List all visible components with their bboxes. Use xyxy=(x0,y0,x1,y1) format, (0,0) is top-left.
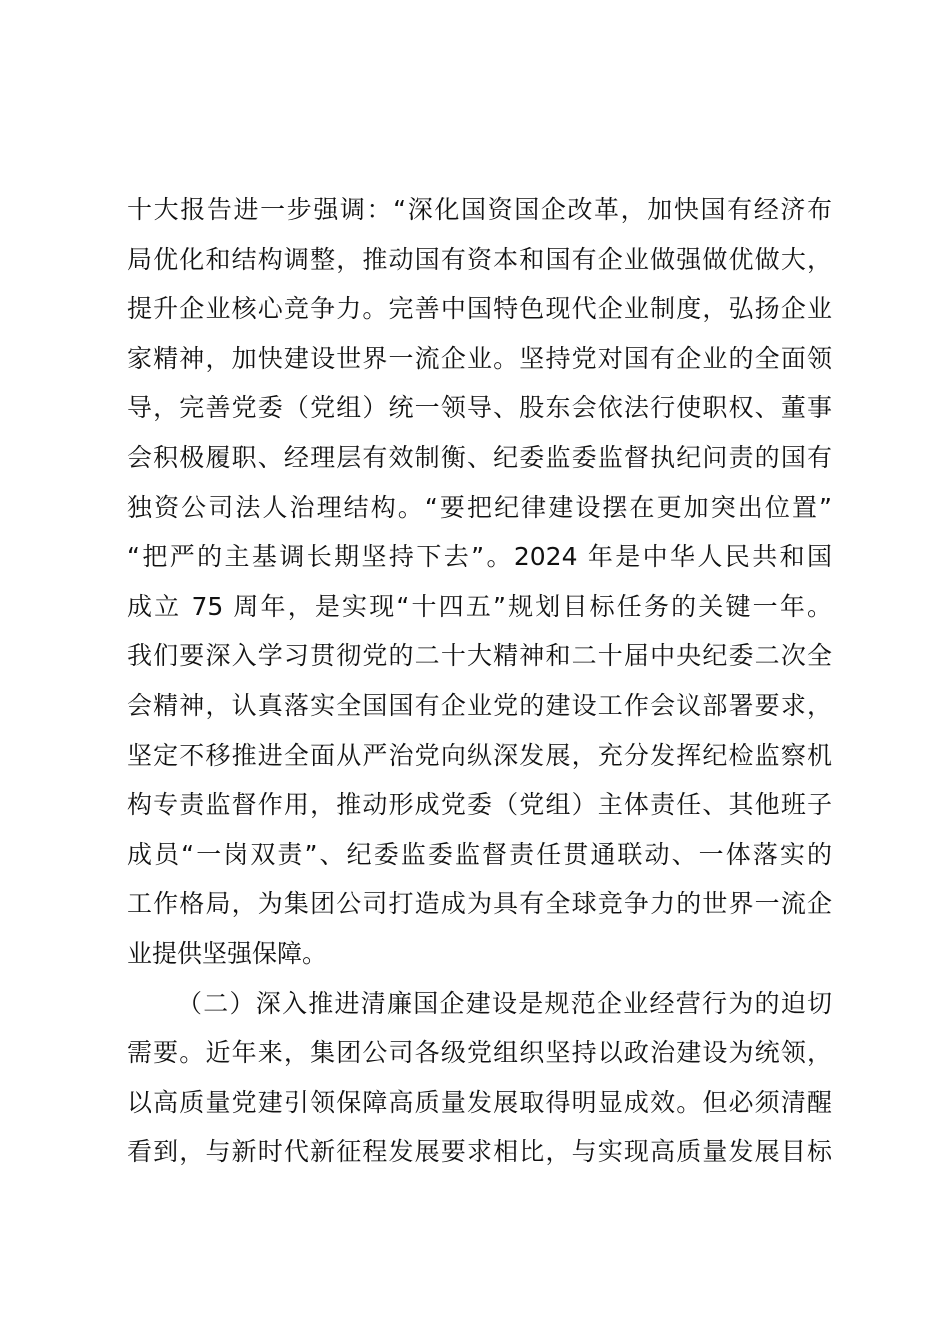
text-line: 家精神，加快建设世界一流企业。坚持党对国有企业的全面领 xyxy=(127,343,832,373)
text-line: 以高质量党建引领保障高质量发展取得明显成效。但必须清醒 xyxy=(127,1087,832,1117)
text-line: 提升企业核心竞争力。完善中国特色现代企业制度，弘扬企业 xyxy=(127,294,832,324)
text-line: 局优化和结构调整，推动国有资本和国有企业做强做优做大， xyxy=(127,244,832,274)
text-line: 会积极履职、经理层有效制衡、纪委监委监督执纪问责的国有 xyxy=(127,442,832,472)
text-line: 成员“一岗双责”、纪委监委监督责任贯通联动、一体落实的 xyxy=(127,839,832,869)
text-line: 我们要深入学习贯彻党的二十大精神和二十届中央纪委二次全 xyxy=(127,641,832,671)
text-line: 构专责监督作用，推动形成党委（党组）主体责任、其他班子 xyxy=(127,790,832,820)
text-line: 工作格局，为集团公司打造成为具有全球竞争力的世界一流企 xyxy=(127,889,832,919)
text-line: （二）深入推进清廉国企建设是规范企业经营行为的迫切 xyxy=(177,988,832,1018)
text-line: 需要。近年来，集团公司各级党组织坚持以政治建设为统领， xyxy=(127,1038,832,1068)
text-line: 业提供坚强保障。 xyxy=(127,938,328,968)
text-line: 会精神，认真落实全国国有企业党的建设工作会议部署要求， xyxy=(127,690,832,720)
text-line: 导，完善党委（党组）统一领导、股东会依法行使职权、董事 xyxy=(127,393,832,423)
body-text xyxy=(127,185,832,1177)
paragraph-1 xyxy=(127,185,832,979)
text-line: 独资公司法人治理结构。“要把纪律建设摆在更加突出位置” xyxy=(127,492,832,522)
paragraph-2 xyxy=(127,979,832,1177)
text-line: 成立 75 周年，是实现“十四五”规划目标任务的关键一年。 xyxy=(127,591,832,621)
text-line: 十大报告进一步强调：“深化国资国企改革，加快国有经济布 xyxy=(127,195,832,224)
text-line: 看到，与新时代新征程发展要求相比，与实现高质量发展目标 xyxy=(127,1137,832,1167)
text-line: “把严的主基调长期坚持下去”。2024 年是中华人民共和国 xyxy=(127,542,832,572)
text-line: 坚定不移推进全面从严治党向纵深发展，充分发挥纪检监察机 xyxy=(127,740,832,770)
